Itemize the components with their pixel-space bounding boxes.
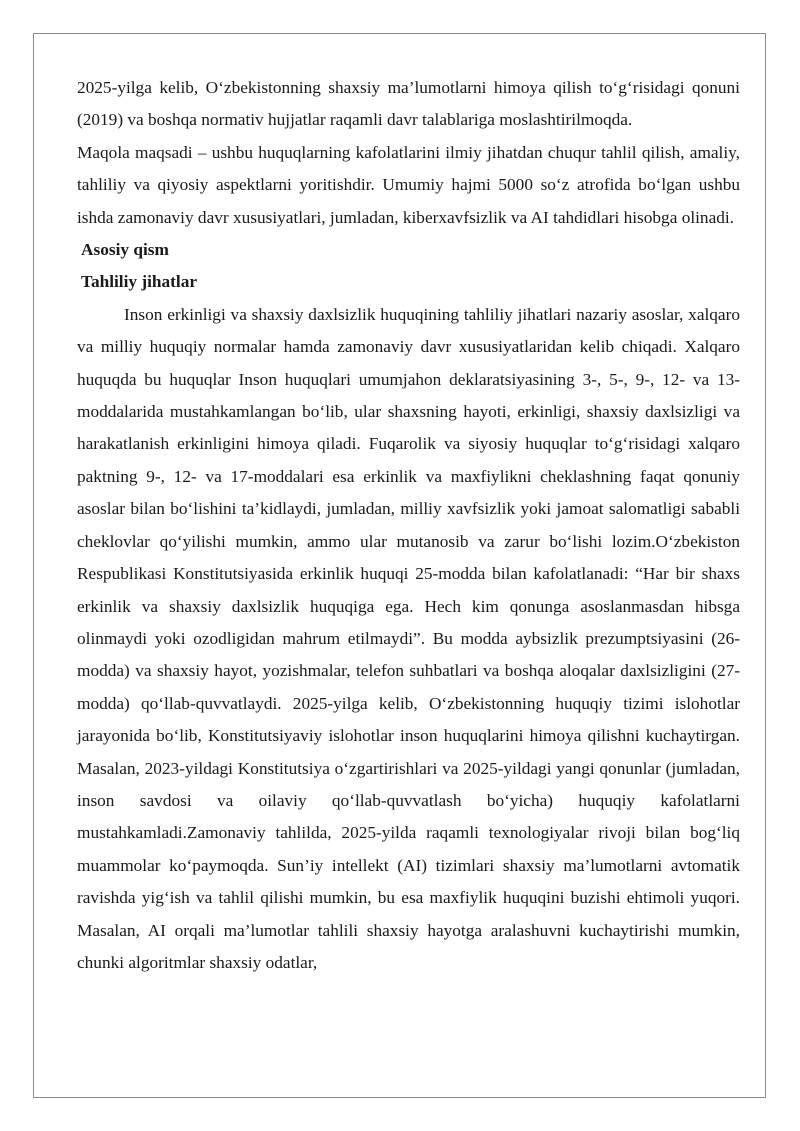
subsection-heading-analytical: Tahliliy jihatlar (81, 272, 198, 292)
aim-paragraph: Maqola maqsadi – ushbu huquqlarning kafolatlarini ilmiy jihatdan chuqur tahlil qilish, amaliy, tahliliy va qiyosiy aspektlarni yoritishdir. Umumiy hajmi 5000 so‘z atrofida bo‘lgan ushbu ishda zamonaviy davr xususiyatlari, jumladan, kiberxavfsizlik va AI tahdidlari hisobga olinadi. (77, 142, 740, 227)
section-heading-main: Asosiy qism (81, 240, 169, 260)
intro-paragraph: 2025-yilga kelib, O‘zbekistonning shaxsiy ma’lumotlarni himoya qilish to‘g‘risidagi qonuni (2019) va boshqa normativ hujjatlar raqamli davr talablariga moslashtirilmoqda. (77, 78, 740, 130)
body-paragraph: Inson erkinligi va shaxsiy daxlsizlik huquqining tahliliy jihatlari nazariy asoslar, xalqaro va milliy huquqiy normalar hamda zamonaviy davr xususiyatlaridan kelib chiqadi. Xalqaro huquqda bu huquqlar Inson huquqlari umumjahon deklaratsiyasining 3-, 5-, 9-, 12- va 13-moddalarida mustahkamlangan bo‘lib, ular shaxsning hayoti, erkinligi, shaxsiy daxlsizligi va harakatlanish erkinligini himoya qiladi. Fuqarolik va siyosiy huquqlar to‘g‘risidagi xalqaro paktning 9-, 12- va 17-moddalari esa erkinlik va maxfiylikni cheklashning faqat qonuniy asoslar bilan bo‘lishini ta’kidlaydi, jumladan, milliy xavfsizlik yoki jamoat salomatligi sababli cheklovlar qo‘yilishi mumkin, ammo ular mutanosib va zarur bo‘lishi lozim.O‘zbekiston Respublikasi Konstitutsiyasida erkinlik huquqi 25-modda bilan kafolatlanadi: “Har bir shaxs erkinlik va shaxsiy daxlsizlik huquqiga ega. Hech kim qonunga asoslanmasdan hibsga olinmaydi yoki ozodligidan mahrum etilmaydi”. Bu modda aybsizlik prezumptsiyasini (26-modda) va shaxsiy hayot, yozishmalar, telefon suhbatlari va boshqa aloqalar daxlsizligini (27-modda) qo‘llab-quvvatlaydi. 2025-yilga kelib, O‘zbekistonning huquqiy tizimi islohotlar jarayonida bo‘lib, Konstitutsiyaviy islohotlar inson huquqlarini himoya qilishni kuchaytirgan. Masalan, 2023-yildagi Konstitutsiya o‘zgartirishlari va 2025-yildagi yangi qonunlar (jumladan, inson savdosi va oilaviy qo‘llab-quvvatlash bo‘yicha) huquqiy kafolatlarni mustahkamladi.Zamonaviy tahlilda, 2025-yilda raqamli texnologiyalar rivoji bilan bog‘liq muammolar ko‘paymoqda. Sun’iy intellekt (AI) tizimlari shaxsiy ma’lumotlarni avtomatik ravishda yig‘ish va tahlil qilishi mumkin, bu esa maxfiylik huquqini buzishi ehtimoli yuqori. Masalan, AI orqali ma’lumotlar tahlili shaxsiy hayotga aralashuvni kuchaytirishi mumkin, chunki algoritmlar shaxsiy odatlar, (77, 304, 740, 972)
document-body (77, 72, 740, 979)
